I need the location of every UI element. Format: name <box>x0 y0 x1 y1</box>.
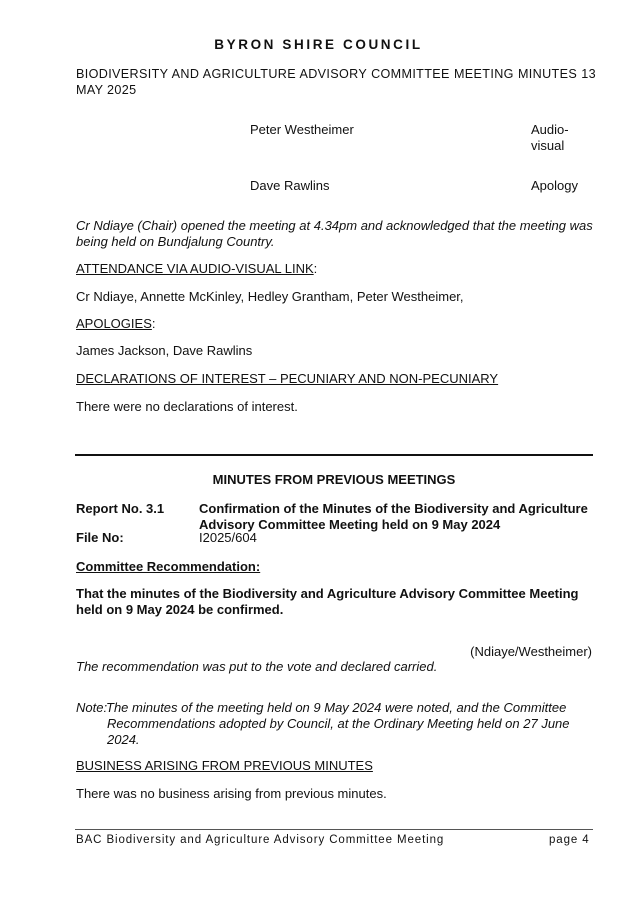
opening-statement: Cr Ndiaye (Chair) opened the meeting at 4.34pm and acknowledged that the meeting was being held on Bundjalung Country. <box>76 218 593 249</box>
footer-title: BAC Biodiversity and Agriculture Advisory Committee Meeting <box>76 834 445 846</box>
declarations-heading: DECLARATIONS OF INTEREST – PECUNIARY AND NON-PECUNIARY <box>76 371 499 386</box>
attendance-av-heading-text: ATTENDANCE VIA AUDIO-VISUAL LINK <box>76 261 314 276</box>
attendee-status: Apology <box>531 178 578 193</box>
note-text-body: The minutes of the meeting held on 9 May 2024 were noted, and the Committee Recommendations adopted by Council, at the Ordinary Meeting held on 27 June 2024. <box>106 700 570 747</box>
colon: : <box>151 316 156 331</box>
attendance-av-heading <box>76 261 317 276</box>
recommendation-heading: Committee Recommendation: <box>76 559 261 574</box>
footer-divider <box>75 829 593 830</box>
council-title: BYRON SHIRE COUNCIL <box>214 37 423 52</box>
attendee-name: Peter Westheimer <box>250 122 354 137</box>
attendee-status <box>531 122 569 154</box>
attendee-name: Dave Rawlins <box>250 178 330 193</box>
file-number: I2025/604 <box>199 530 257 545</box>
attendee-status-line: visual <box>531 138 565 153</box>
apologies-heading-text: APOLOGIES <box>76 316 152 331</box>
report-title: Confirmation of the Minutes of the Biodiversity and Agriculture Advisory Committee Meeting held on 9 May 2024 <box>199 501 588 532</box>
file-label: File No: <box>76 530 124 545</box>
business-arising-heading: BUSINESS ARISING FROM PREVIOUS MINUTES <box>76 758 373 773</box>
report-label: Report No. 3.1 <box>76 501 165 516</box>
page-number: page 4 <box>549 834 590 846</box>
apologies-names: James Jackson, Dave Rawlins <box>76 343 253 358</box>
attendee-status-line: Audio- <box>531 122 569 137</box>
minutes-title: BIODIVERSITY AND AGRICULTURE ADVISORY COMMITTEE MEETING MINUTES 13 MAY 2025 <box>76 67 596 97</box>
colon: : <box>313 261 318 276</box>
recommendation-text: That the minutes of the Biodiversity and Agriculture Advisory Committee Meeting held on 9 May 2024 be confirmed. <box>76 586 579 617</box>
apologies-heading <box>76 316 156 331</box>
note-text <box>107 700 577 748</box>
section-divider <box>75 454 593 456</box>
attendance-av-names: Cr Ndiaye, Annette McKinley, Hedley Grantham, Peter Westheimer, <box>76 289 464 304</box>
mover-seconder: (Ndiaye/Westheimer) <box>470 644 592 659</box>
note-label: Note: <box>76 700 108 715</box>
declarations-text: There were no declarations of interest. <box>76 399 298 414</box>
vote-result: The recommendation was put to the vote and declared carried. <box>76 659 438 674</box>
business-arising-text: There was no business arising from previous minutes. <box>76 786 387 801</box>
section-heading: MINUTES FROM PREVIOUS MEETINGS <box>212 472 456 487</box>
